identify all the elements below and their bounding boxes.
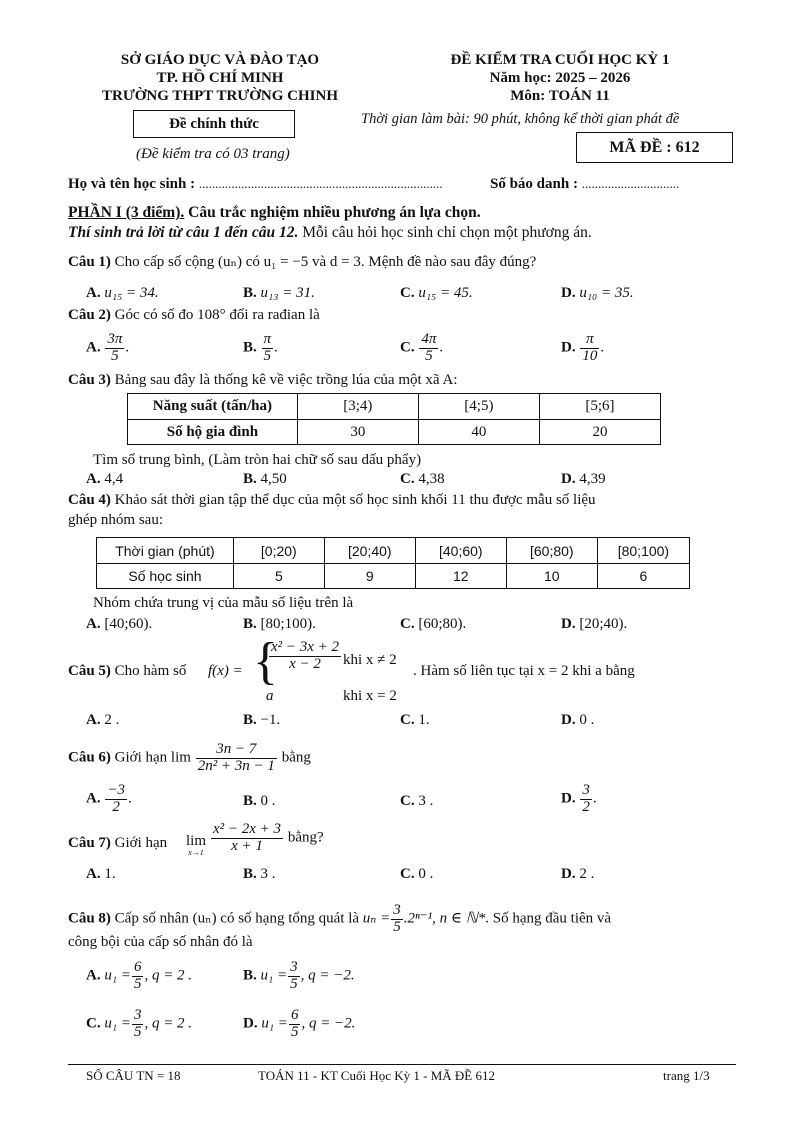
sbd-field[interactable]: .............................. bbox=[581, 176, 680, 191]
q4-th-2: [20;40) bbox=[324, 538, 415, 564]
footer-count: SỐ CÂU TN = 18 bbox=[86, 1068, 181, 1083]
city-name: TP. HỒ CHÍ MINH bbox=[156, 70, 284, 86]
q1-label: Câu 1) bbox=[68, 254, 111, 270]
q5-a[interactable]: 2 . bbox=[104, 712, 120, 728]
q5-case2: a bbox=[266, 688, 274, 704]
q4-c-letter[interactable]: C. bbox=[400, 616, 415, 632]
q3-c[interactable]: 4,38 bbox=[418, 471, 445, 487]
q4-prompt: Nhóm chứa trung vị của mẫu số liệu trên là bbox=[93, 595, 354, 611]
q7-b[interactable]: 3 . bbox=[260, 866, 276, 882]
q4-th-0: Thời gian (phút) bbox=[97, 538, 234, 564]
q1-c[interactable]: u₁₅ = 45. bbox=[418, 285, 473, 301]
q4-td-4: 10 bbox=[506, 564, 597, 589]
q6-after: bằng bbox=[277, 749, 311, 766]
q6-b[interactable]: 0 . bbox=[260, 793, 276, 809]
q3-td-1: 30 bbox=[297, 420, 418, 445]
q2-b-letter[interactable]: B. bbox=[243, 339, 257, 356]
q5-d[interactable]: 0 . bbox=[579, 712, 595, 728]
q6-d-letter[interactable]: D. bbox=[561, 790, 576, 807]
q3-th-2: [4;5) bbox=[418, 394, 539, 420]
q7-sub: x→1 bbox=[188, 848, 204, 857]
q4-td-5: 6 bbox=[597, 564, 689, 589]
q7-lim: lim bbox=[186, 833, 207, 849]
q4-th-3: [40;60) bbox=[415, 538, 506, 564]
student-name-label: Họ và tên học sinh : bbox=[68, 176, 196, 192]
q2-text: Góc có số đo 108° đổi ra rađian là bbox=[110, 307, 320, 323]
q4-a-letter[interactable]: A. bbox=[86, 616, 101, 632]
q8-d-letter[interactable]: D. bbox=[243, 1015, 258, 1032]
q8-c-letter[interactable]: C. bbox=[86, 1015, 101, 1032]
q5-c[interactable]: 1. bbox=[418, 712, 430, 728]
part1-instr-rest: Mỗi câu hỏi học sinh chỉ chọn một phương án. bbox=[298, 224, 592, 241]
part1-instr-italic: Thí sinh trả lời từ câu 1 đến câu 12. bbox=[68, 224, 299, 241]
q3-th-3: [5;6] bbox=[539, 394, 660, 420]
q1-c-letter[interactable]: C. bbox=[400, 285, 415, 301]
q3-td-2: 40 bbox=[418, 420, 539, 445]
q3-d[interactable]: 4,39 bbox=[579, 471, 606, 487]
q3-th-1: [3;4) bbox=[297, 394, 418, 420]
q5-label: Câu 5) bbox=[68, 663, 111, 679]
q8-d-frac[interactable]: $\frac{6}{5}$ bbox=[290, 1007, 299, 1040]
part1-title: PHẦN I (3 điểm). bbox=[68, 204, 185, 221]
q5-c-letter[interactable]: C. bbox=[400, 712, 415, 728]
q7-c[interactable]: 0 . bbox=[418, 866, 434, 882]
q3-table bbox=[127, 393, 661, 445]
q8-text2: công bội của cấp số nhân đó là bbox=[68, 934, 253, 950]
q3-c-letter[interactable]: C. bbox=[400, 471, 415, 487]
q8-c-frac[interactable]: $\frac{3}{5}$ bbox=[133, 1007, 142, 1040]
q3-text: Bảng sau đây là thống kê về việc trồng lúa của một xã A: bbox=[110, 372, 458, 388]
q3-prompt: Tìm số trung bình, (Làm tròn hai chữ số sau dấu phẩy) bbox=[93, 452, 422, 468]
q4-td-2: 9 bbox=[324, 564, 415, 589]
q8-label: Câu 8) bbox=[68, 910, 111, 927]
exam-code-box bbox=[576, 132, 733, 163]
part1-desc: Câu trắc nghiệm nhiều phương án lựa chọn. bbox=[184, 204, 481, 221]
q3-td-3: 20 bbox=[539, 420, 660, 445]
q6-d-frac[interactable]: $\frac{3}{2}$ bbox=[582, 782, 590, 815]
student-name-field[interactable]: ........................................................................... bbox=[198, 176, 443, 191]
q7-label: Câu 7) bbox=[68, 835, 111, 851]
q2-label: Câu 2) bbox=[68, 307, 111, 323]
q6-frac: $\frac{3n - 7}{\text{2n² + 3n − 1}}$ bbox=[197, 741, 275, 774]
q3-a[interactable]: 4,4 bbox=[104, 471, 124, 487]
q1-b[interactable]: u₁₃ = 31. bbox=[260, 285, 315, 301]
q3-label: Câu 3) bbox=[68, 372, 111, 388]
q4-d-letter[interactable]: D. bbox=[561, 616, 576, 632]
q4-text2: ghép nhóm sau: bbox=[68, 512, 163, 528]
q2-b-frac[interactable]: $\frac{\pi}{5}$ bbox=[263, 331, 272, 364]
q5-text: Cho hàm số bbox=[110, 663, 187, 679]
sbd-label: Số báo danh : bbox=[490, 176, 578, 192]
q4-d[interactable]: [20;40). bbox=[579, 616, 628, 632]
q8-text: Cấp số nhân (uₙ) có số hạng tổng quát là bbox=[110, 910, 360, 927]
q1 bbox=[68, 252, 536, 271]
q2-a-letter[interactable]: A. bbox=[86, 339, 101, 356]
q5-d-letter[interactable]: D. bbox=[561, 712, 576, 728]
q5-b[interactable]: −1. bbox=[260, 712, 281, 728]
q6-c[interactable]: 3 . bbox=[418, 793, 434, 809]
q5-brace: { bbox=[253, 633, 278, 690]
duration: Thời gian làm bài: 90 phút, không kể thời gian phát đề bbox=[361, 111, 680, 127]
q5-cond2: khi x = 2 bbox=[343, 688, 397, 704]
q4-c[interactable]: [60;80). bbox=[418, 616, 467, 632]
q6-label: Câu 6) bbox=[68, 749, 111, 766]
q4-b-letter[interactable]: B. bbox=[243, 616, 257, 632]
q2-a-frac[interactable]: $\frac{3\pi}{5}$ bbox=[107, 331, 123, 364]
q7-a-letter[interactable]: A. bbox=[86, 866, 101, 882]
q8-b-letter[interactable]: B. bbox=[243, 967, 257, 984]
q7-text: Giới hạn bbox=[110, 835, 168, 851]
q7-d[interactable]: 2 . bbox=[579, 866, 595, 882]
q1-d-letter[interactable]: D. bbox=[561, 285, 576, 301]
q7-b-letter[interactable]: B. bbox=[243, 866, 257, 882]
footer-divider bbox=[68, 1064, 736, 1065]
q5-b-letter[interactable]: B. bbox=[243, 712, 257, 728]
q2-c-frac[interactable]: $\frac{4\pi}{5}$ bbox=[421, 331, 437, 364]
q3-d-letter[interactable]: D. bbox=[561, 471, 576, 487]
q4-label: Câu 4) bbox=[68, 492, 111, 508]
q1-text: Cho cấp số cộng (uₙ) có u₁ = −5 và d = 3. Mệnh đề nào sau đây đúng? bbox=[110, 254, 537, 270]
q7-c-letter[interactable]: C. bbox=[400, 866, 415, 882]
subject: Môn: TOÁN 11 bbox=[510, 88, 610, 104]
q4-td-3: 12 bbox=[415, 564, 506, 589]
exam-title: ĐỀ KIỂM TRA CUỐI HỌC KỲ 1 bbox=[450, 52, 670, 68]
q6-text: Giới hạn lim bbox=[110, 749, 191, 766]
q7-a[interactable]: 1. bbox=[104, 866, 116, 882]
q4-th-5: [80;100) bbox=[597, 538, 689, 564]
exam-code: MÃ ĐỀ : 612 bbox=[609, 139, 700, 156]
q3-b-letter[interactable]: B. bbox=[243, 471, 257, 487]
official-box bbox=[133, 110, 295, 138]
q8-tail: .2ⁿ⁻¹, n ∈ ℕ* bbox=[403, 910, 486, 927]
q4-a[interactable]: [40;60). bbox=[104, 616, 153, 632]
q4-td-0: Số học sinh bbox=[97, 564, 234, 589]
q2-d-frac[interactable]: $\frac{\pi}{10}$ bbox=[582, 331, 598, 364]
q8-b-frac[interactable]: $\frac{3}{5}$ bbox=[290, 959, 298, 992]
q4-td-1: 5 bbox=[233, 564, 324, 589]
q1-a[interactable]: u₁₅ = 34. bbox=[104, 285, 159, 301]
q2-c-letter[interactable]: C. bbox=[400, 339, 415, 356]
q3-a-letter[interactable]: A. bbox=[86, 471, 101, 487]
dept-name: SỞ GIÁO DỤC VÀ ĐÀO TẠO bbox=[120, 52, 320, 68]
q3-b[interactable]: 4,50 bbox=[260, 471, 287, 487]
q1-d[interactable]: u₁₀ = 35. bbox=[579, 285, 634, 301]
q3-td-0: Số hộ gia đình bbox=[128, 420, 298, 445]
footer-page: trang 1/3 bbox=[663, 1068, 710, 1083]
q8-a-frac[interactable]: $\frac{6}{5}$ bbox=[133, 959, 142, 992]
q4-th-1: [0;20) bbox=[233, 538, 324, 564]
q5-fx: f(x) = bbox=[208, 663, 243, 679]
q7-after: bằng? bbox=[284, 829, 324, 846]
q6-b-letter[interactable]: B. bbox=[243, 793, 257, 809]
q8-un: uₙ = bbox=[362, 910, 391, 927]
q4-text1: Khảo sát thời gian tập thể dục của một số học sinh khối 11 thu được mẫu số liệu bbox=[110, 492, 596, 508]
q5-a-letter[interactable]: A. bbox=[86, 712, 101, 728]
school-name: TRƯỜNG THPT TRƯỜNG CHINH bbox=[101, 88, 338, 104]
q4-table bbox=[96, 537, 690, 589]
school-year: Năm học: 2025 – 2026 bbox=[489, 70, 631, 86]
q7-frac: $\frac{\text{x² − 2x + 3}}{x + 1}$ bbox=[213, 821, 282, 854]
q5-cond1: khi x ≠ 2 bbox=[343, 652, 397, 668]
q5-after: . Hàm số liên tục tại x = 2 khi a bằng bbox=[413, 663, 635, 679]
q5-frac: $\frac{\text{x² − 3x + 2}}{x - 2}$ bbox=[271, 639, 340, 672]
footer-mid: TOÁN 11 - KT Cuối Học Kỳ 1 - MÃ ĐỀ 612 bbox=[258, 1068, 495, 1083]
q8-a-letter[interactable]: A. bbox=[86, 967, 101, 984]
q4-b[interactable]: [80;100). bbox=[260, 616, 316, 632]
q8-after: . Số hạng đầu tiên và bbox=[485, 910, 612, 927]
q6-a-frac[interactable]: $\frac{-3}{2}$ bbox=[107, 782, 125, 815]
pages-note: (Đề kiểm tra có 03 trang) bbox=[136, 146, 290, 162]
q2-d-letter[interactable]: D. bbox=[561, 339, 576, 356]
official-label: Đề chính thức bbox=[169, 116, 259, 132]
q6-c-letter[interactable]: C. bbox=[400, 793, 415, 809]
q7-d-letter[interactable]: D. bbox=[561, 866, 576, 882]
q6-a-letter[interactable]: A. bbox=[86, 790, 101, 807]
q1-b-letter[interactable]: B. bbox=[243, 285, 257, 301]
q8-frac: $\frac{3}{5}$ bbox=[393, 902, 401, 935]
q4-th-4: [60;80) bbox=[506, 538, 597, 564]
q1-a-letter[interactable]: A. bbox=[86, 285, 101, 301]
q3-th-0: Năng suất (tấn/ha) bbox=[128, 394, 298, 420]
